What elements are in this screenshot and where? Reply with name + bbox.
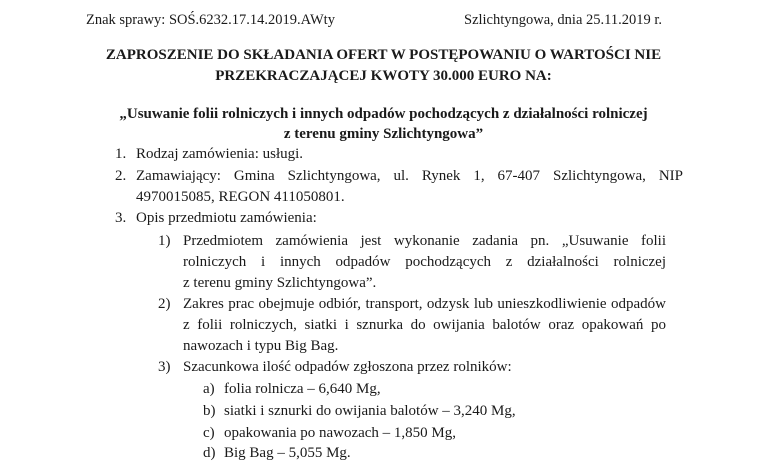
- subitem-text: z folii rolniczych, siatki i sznurka do owijania balotów oraz opakowań po: [183, 317, 666, 333]
- title-line-2: PRZEKRACZAJĄCEJ KWOTY 30.000 EURO NA:: [215, 68, 552, 84]
- letter-text: Big Bag – 5,055 Mg.: [224, 445, 351, 461]
- item-text: Opis przedmiotu zamówienia:: [136, 210, 317, 226]
- subitem-text: Zakres prac obejmuje odbiór, transport, odzysk lub unieszkodliwienie odpadów: [183, 296, 666, 312]
- item-text: Zamawiający: Gmina Szlichtyngowa, ul. Rynek 1, 67-407 Szlichtyngowa, NIP: [136, 168, 683, 184]
- place-date: Szlichtyngowa, dnia 25.11.2019 r.: [464, 12, 663, 28]
- subitem-text: rolniczych i innych odpadów pochodzących z działalności rolniczej: [183, 254, 666, 270]
- item-text: Rodzaj zamówienia: usługi.: [136, 146, 304, 162]
- subject-line-1: „Usuwanie folii rolniczych i innych odpadów pochodzących z działalności rolniczej: [119, 106, 648, 122]
- subitem-text: z terenu gminy Szlichtyngowa”.: [183, 275, 377, 291]
- letter-number: b): [203, 403, 216, 419]
- subitem-text: Szacunkowa ilość odpadów zgłoszona przez rolników:: [183, 359, 512, 375]
- letter-number: c): [203, 425, 215, 441]
- subitem-text: nawozach i typu Big Bag.: [183, 338, 339, 354]
- letter-text: folia rolnicza – 6,640 Mg,: [224, 381, 381, 397]
- subitem-number: 3): [158, 359, 171, 375]
- title-line-1: ZAPROSZENIE DO SKŁADANIA OFERT W POSTĘPOWANIU O WARTOŚCI NIE: [105, 47, 662, 63]
- letter-text: siatki i sznurki do owijania balotów – 3,240 Mg,: [224, 403, 516, 419]
- letter-number: a): [203, 381, 215, 397]
- case-number: Znak sprawy: SOŚ.6232.17.14.2019.AWty: [86, 12, 335, 28]
- item-text: 4970015085, REGON 411050801.: [136, 189, 345, 205]
- item-number: 2.: [115, 168, 127, 184]
- subitem-text: Przedmiotem zamówienia jest wykonanie zadania pn. „Usuwanie folii: [183, 233, 666, 249]
- subject-line-2: z terenu gminy Szlichtyngowa”: [283, 126, 484, 142]
- letter-number: d): [203, 445, 216, 461]
- item-number: 1.: [115, 146, 127, 162]
- subitem-number: 1): [158, 233, 171, 249]
- letter-text: opakowania po nawozach – 1,850 Mg,: [224, 425, 457, 441]
- item-number: 3.: [115, 210, 127, 226]
- subitem-number: 2): [158, 296, 171, 312]
